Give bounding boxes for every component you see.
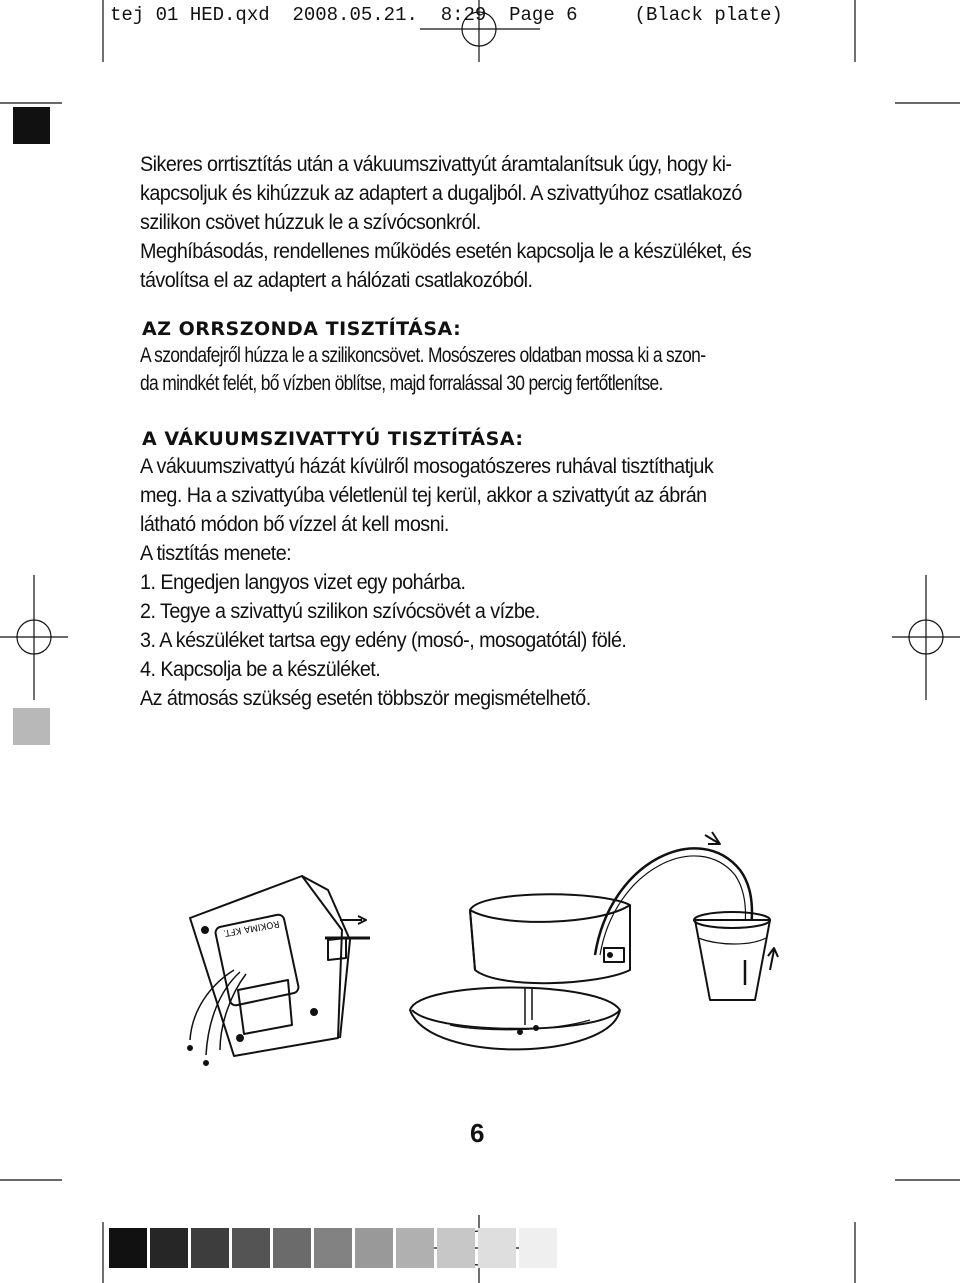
arrow-icon — [705, 832, 720, 844]
intro-paragraph — [140, 150, 830, 295]
text-line: A tisztítás menete: — [140, 541, 292, 565]
color-swatch — [109, 1228, 147, 1268]
slug-plate: (Black plate) — [634, 4, 783, 26]
device-bottom-view — [188, 876, 370, 1065]
pump-over-bowl — [410, 894, 630, 1049]
text-line: 3. A készüléket tartsa egy edény (mosó-, mosogatótál) fölé. — [140, 628, 627, 652]
arrow-icon — [768, 948, 778, 970]
section1-body — [140, 342, 705, 398]
color-swatch — [314, 1228, 352, 1268]
text-line: 1. Engedjen langyos vizet egy pohárba. — [140, 570, 466, 594]
gray-square-mark — [13, 708, 50, 745]
slug-page: Page 6 — [509, 4, 578, 26]
text-line: Sikeres orrtisztítás után a vákuumszivattyút áramtalanítsuk úgy, hogy ki- — [140, 152, 732, 176]
text-line: távolítsa el az adaptert a hálózati csatlakozóból. — [140, 268, 533, 292]
color-swatch — [150, 1228, 188, 1268]
section2-body — [140, 452, 830, 713]
text-line: 2. Tegye a szivattyú szilikon szívócsövét a vízbe. — [140, 599, 540, 623]
device-label: ROKIMA KFT. — [222, 917, 281, 938]
cleaning-illustration — [180, 820, 820, 1090]
text-line: meg. Ha a szivattyúba véletlenül tej kerül, akkor a szivattyút az ábrán — [140, 483, 707, 507]
color-swatch — [519, 1228, 557, 1268]
section-heading-probe-cleaning: AZ ORRSZONDA TISZTÍTÁSA: — [142, 318, 462, 340]
color-swatch — [232, 1228, 270, 1268]
section-heading-pump-cleaning: A VÁKUUMSZIVATTYÚ TISZTÍTÁSA: — [142, 428, 524, 450]
text-line: da mindkét felét, bő vízben öblítse, majd forralással 30 percig fertőtlenítse. — [140, 372, 663, 395]
black-square-mark — [13, 107, 50, 144]
text-line: Meghíbásodás, rendellenes működés esetén kapcsolja le a készüléket, és — [140, 239, 752, 263]
text-line: Az átmosás szükség esetén többször megismételhető. — [140, 686, 591, 710]
text-line: kapcsoljuk és kihúzzuk az adaptert a dugaljból. A szivattyúhoz csatlakozó — [140, 181, 742, 205]
color-swatch — [478, 1228, 516, 1268]
slug-date: 2008.05.21. — [292, 4, 418, 26]
text-line: látható módon bő vízzel át kell mosni. — [140, 512, 449, 536]
text-line: A vákuumszivattyú házát kívülről mosogatószeres ruhával tisztíthatjuk — [140, 454, 714, 478]
page-number: 6 — [470, 1118, 485, 1148]
slug-time: 8:29 — [440, 4, 487, 26]
color-swatch — [355, 1228, 393, 1268]
text-line: A szondafejről húzza le a szilikoncsövet. Mosószeres oldatban mossa ki a szon- — [140, 344, 706, 367]
slug-file: tej 01 HED.qxd — [110, 4, 270, 26]
color-swatch — [396, 1228, 434, 1268]
text-line: 4. Kapcsolja be a készüléket. — [140, 657, 381, 681]
color-swatch — [437, 1228, 475, 1268]
text-line: szilikon csövet húzzuk le a szívócsonkról. — [140, 210, 481, 234]
color-swatch — [273, 1228, 311, 1268]
color-swatch — [191, 1228, 229, 1268]
